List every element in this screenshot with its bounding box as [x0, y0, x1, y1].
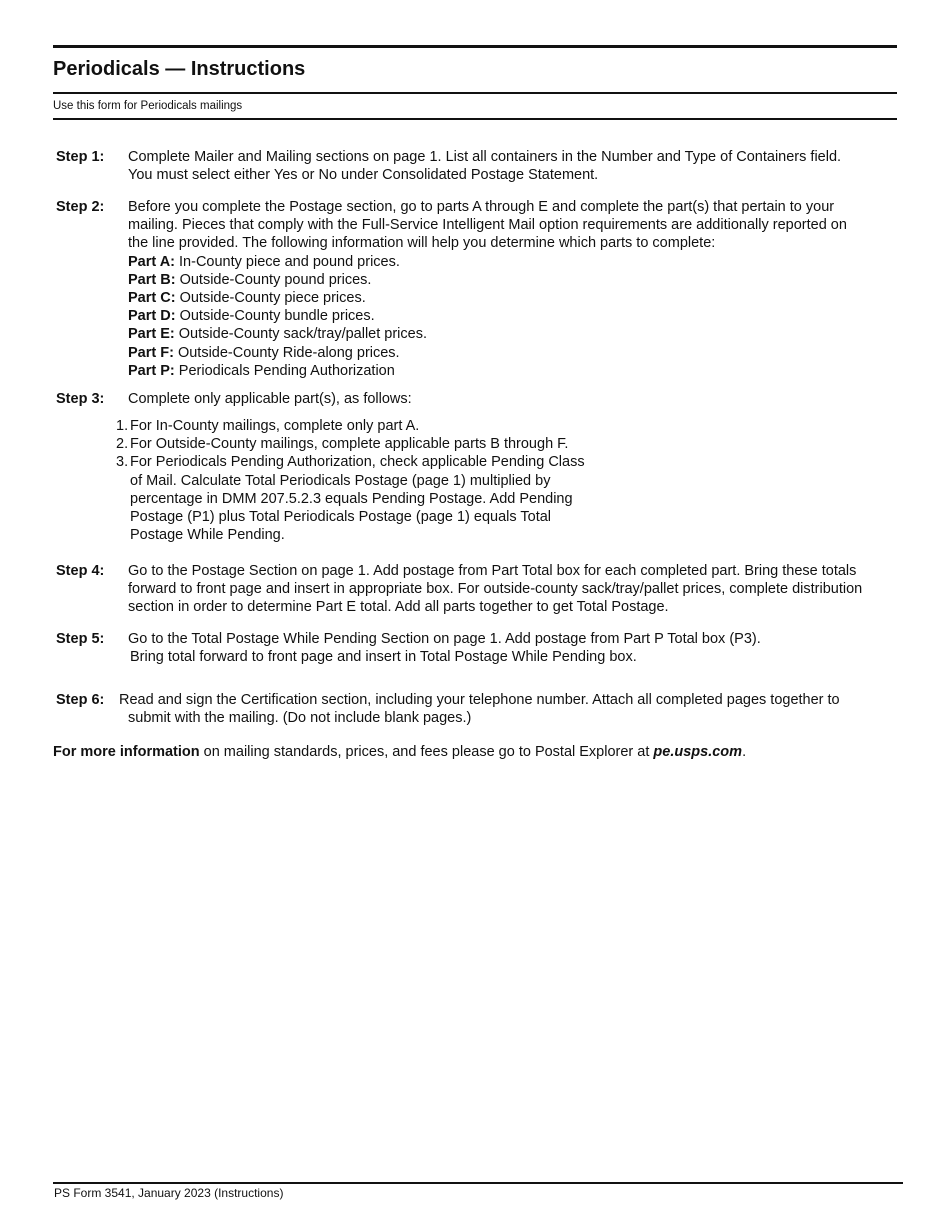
part-d-line — [128, 307, 896, 325]
sublist-number: 2. — [116, 436, 129, 453]
part-name: Part C: — [128, 290, 176, 307]
part-text: Periodicals Pending Authorization — [178, 362, 395, 379]
sublist-line: Postage (P1) plus Total Periodicals Postage (page 1) equals Total — [130, 509, 552, 526]
more-info-end: . — [742, 744, 747, 760]
page-subtitle: Use this form for Periodicals mailings — [53, 100, 243, 112]
step-body — [119, 691, 896, 727]
part-text: Outside-County piece prices. — [179, 290, 366, 307]
part-c-line — [128, 289, 896, 307]
step-body — [128, 198, 896, 380]
part-name: Part P: — [128, 362, 175, 379]
step-label: Step 5: — [56, 631, 105, 647]
part-name: Part E: — [128, 326, 175, 343]
step-label: Step 4: — [56, 563, 105, 579]
step-line: the line provided. The following information will help you determine which parts to complete: — [128, 235, 716, 252]
step-2 — [56, 198, 896, 380]
part-text: Outside-County pound prices. — [179, 271, 372, 288]
step-label: Step 1: — [56, 149, 105, 165]
step-line: Before you complete the Postage section, go to parts A through E and complete the part(s) that pertain to your — [128, 199, 835, 215]
header-title-rule — [53, 92, 897, 94]
step-label: Step 2: — [56, 199, 105, 215]
step-body — [128, 148, 896, 184]
more-info-text: on mailing standards, prices, and fees please go to Postal Explorer at — [199, 744, 654, 760]
part-text: Outside-County sack/tray/pallet prices. — [178, 326, 427, 343]
step-line: Bring total forward to front page and insert in Total Postage While Pending box. — [130, 649, 637, 666]
sublist-line: percentage in DMM 207.5.2.3 equals Pending Postage. Add Pending — [130, 490, 573, 507]
step-line: Complete only applicable part(s), as follows: — [128, 391, 412, 407]
header-subtitle-rule — [53, 118, 897, 120]
part-e-line — [128, 325, 896, 343]
more-info-lead: For more information — [53, 744, 200, 760]
part-name: Part A: — [128, 253, 175, 270]
step-line: Go to the Postage Section on page 1. Add postage from Part Total box for each completed part. Bring these totals — [128, 563, 857, 579]
form-footer: PS Form 3541, January 2023 (Instructions) — [54, 1186, 284, 1200]
part-text: Outside-County Ride-along prices. — [177, 344, 400, 361]
step-line: Complete Mailer and Mailing sections on page 1. List all containers in the Number and Type of Containers field. — [128, 149, 842, 165]
step-3 — [56, 390, 896, 408]
step-label: Step 3: — [56, 391, 105, 407]
more-information — [53, 744, 746, 760]
step-4 — [56, 562, 896, 617]
part-a-line — [128, 253, 896, 271]
step-5 — [56, 630, 896, 666]
step-line: Go to the Total Postage While Pending Section on page 1. Add postage from Part P Total box (P3). — [128, 631, 761, 647]
sublist-item — [116, 417, 636, 435]
sublist-line: For In-County mailings, complete only part A. — [130, 418, 420, 434]
step-body — [128, 630, 896, 666]
sublist-line: Postage While Pending. — [130, 527, 285, 544]
page-title: Periodicals — Instructions — [53, 58, 306, 80]
step-1 — [56, 148, 896, 184]
part-name: Part F: — [128, 344, 174, 361]
step-3-sublist — [116, 417, 636, 544]
postal-explorer-link[interactable]: pe.usps.com — [653, 744, 743, 760]
step-line: submit with the mailing. (Do not include blank pages.) — [128, 710, 472, 727]
sublist-number: 1. — [116, 418, 129, 434]
sublist-item — [116, 453, 636, 544]
sublist-number: 3. — [116, 454, 129, 471]
part-text: In-County piece and pound prices. — [179, 253, 400, 270]
part-f-line — [128, 344, 896, 362]
footer-rule — [53, 1182, 903, 1184]
step-line: forward to front page and insert in appropriate box. For outside-county sack/tray/pallet prices, complete distribution — [128, 581, 863, 598]
part-name: Part D: — [128, 308, 176, 325]
sublist-line: For Outside-County mailings, complete applicable parts B through F. — [130, 436, 569, 453]
header-top-rule — [53, 45, 897, 48]
part-b-line — [128, 271, 896, 289]
sublist-item — [116, 435, 636, 453]
step-label: Step 6: — [56, 692, 105, 708]
part-p-line — [128, 362, 896, 380]
sublist-line: For Periodicals Pending Authorization, check applicable Pending Class — [130, 454, 585, 471]
step-line: mailing. Pieces that comply with the Full-Service Intelligent Mail option requirements are additionally reported on — [128, 217, 847, 234]
step-6 — [56, 691, 896, 727]
sublist-line: of Mail. Calculate Total Periodicals Postage (page 1) multiplied by — [130, 472, 551, 489]
step-line: You must select either Yes or No under Consolidated Postage Statement. — [128, 167, 599, 184]
step-body — [128, 562, 896, 617]
step-body — [128, 390, 896, 408]
part-name: Part B: — [128, 271, 176, 288]
step-line: section in order to determine Part E total. Add all parts together to get Total Postage. — [128, 599, 669, 616]
step-line: Read and sign the Certification section, including your telephone number. Attach all completed pages together to — [119, 692, 840, 708]
part-text: Outside-County bundle prices. — [179, 308, 375, 325]
